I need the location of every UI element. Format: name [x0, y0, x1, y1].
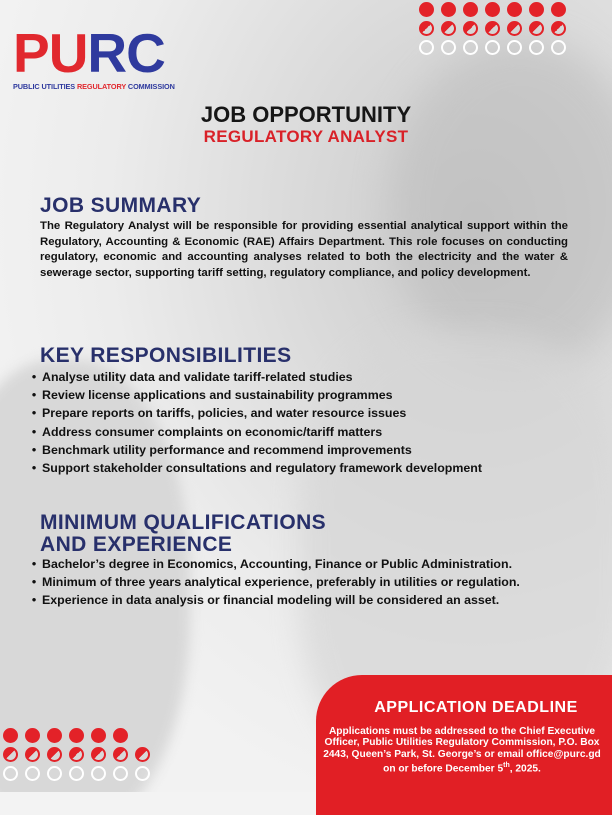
- decor-dot: [47, 747, 62, 762]
- logo-subtitle: [13, 82, 175, 91]
- purc-logo: [13, 22, 175, 91]
- decor-dot: [441, 21, 456, 36]
- decor-dot: [419, 2, 434, 17]
- logo-letter-p: P: [13, 22, 49, 84]
- list-item: • Bachelor’s degree in Economics, Accounting, Finance or Public Administration.: [28, 555, 520, 573]
- qualifications-heading-line1: MINIMUM QUALIFICATIONS: [40, 511, 327, 534]
- summary-text: The Regulatory Analyst will be responsible for providing essential analytical support within the Regulatory, Accounting & Economic (RAE) Affairs Department. This role focuses on conducting regulatory, economic and accounting analyses related to both the electricity and the water & sewerage sector, supporting tariff setting, regulatory compliance, and policy development.: [40, 220, 568, 279]
- decor-dot: [441, 2, 456, 17]
- list-item: • Address consumer complaints on economic/tariff matters: [28, 423, 482, 441]
- deadline-text-end: , 2025.: [509, 763, 541, 775]
- decor-dot: [529, 40, 544, 55]
- deadline-text-sup: th: [503, 762, 510, 770]
- decor-dot: [463, 21, 478, 36]
- logo-subtitle-c: COMMISSION: [126, 82, 175, 91]
- decor-dot: [69, 766, 84, 781]
- decor-dot: [25, 728, 40, 743]
- qualifications-heading-line2: AND EXPERIENCE: [40, 533, 233, 556]
- summary-heading: JOB SUMMARY: [40, 194, 202, 217]
- deadline-text-main: Applications must be addressed to the Chief Executive Officer, Public Utilities Regulatory Commission, P.O. Box 2443, Queen’s Park, St. George’s or email office@purc.gd on or before December 5: [323, 726, 601, 775]
- decor-dot: [25, 766, 40, 781]
- logo-letters-rc: RC: [87, 22, 165, 84]
- dot-pattern-top: [419, 2, 567, 55]
- logo-subtitle-a: PUBLIC UTILITIES: [13, 82, 77, 91]
- background-figure-face: [390, 40, 612, 370]
- logo-mark: [13, 22, 165, 84]
- decor-dot: [135, 766, 150, 781]
- list-item: • Analyse utility data and validate tariff-related studies: [28, 368, 482, 386]
- decor-dot: [3, 747, 18, 762]
- decor-dot: [551, 2, 566, 17]
- decor-dot: [507, 2, 522, 17]
- decor-dot: [113, 766, 128, 781]
- decor-dot: [529, 2, 544, 17]
- decor-dot: [441, 40, 456, 55]
- list-item: • Experience in data analysis or financial modeling will be considered an asset.: [28, 591, 520, 609]
- list-item: • Minimum of three years analytical experience, preferably in utilities or regulation.: [28, 573, 520, 591]
- decor-dot: [91, 728, 106, 743]
- decor-dot: [3, 766, 18, 781]
- job-title: REGULATORY ANALYST: [203, 127, 409, 146]
- decor-dot: [485, 21, 500, 36]
- deadline-title: APPLICATION DEADLINE: [374, 699, 578, 716]
- decor-dot: [91, 766, 106, 781]
- decor-dot: [507, 40, 522, 55]
- decor-dot: [419, 21, 434, 36]
- decor-dot: [91, 747, 106, 762]
- list-item: • Benchmark utility performance and recommend improvements: [28, 441, 482, 459]
- deadline-text: [322, 726, 602, 775]
- decor-dot: [485, 2, 500, 17]
- decor-dot: [463, 40, 478, 55]
- responsibilities-heading: KEY RESPONSIBILITIES: [40, 344, 292, 367]
- dot-pattern-bottom: [3, 728, 151, 781]
- decor-dot: [507, 21, 522, 36]
- decor-dot: [69, 747, 84, 762]
- decor-dot: [551, 40, 566, 55]
- decor-dot: [485, 40, 500, 55]
- decor-dot: [113, 728, 128, 743]
- decor-dot: [47, 728, 62, 743]
- decor-dot: [3, 728, 18, 743]
- qualifications-list: [28, 555, 520, 610]
- decor-dot: [529, 21, 544, 36]
- decor-dot: [551, 21, 566, 36]
- list-item: • Review license applications and sustainability programmes: [28, 386, 482, 404]
- decor-dot: [135, 747, 150, 762]
- decor-dot: [419, 40, 434, 55]
- decor-dot: [69, 728, 84, 743]
- deadline-panel: [316, 675, 612, 815]
- decor-dot: [25, 747, 40, 762]
- logo-letter-u: U: [48, 22, 88, 84]
- list-item: • Support stakeholder consultations and regulatory framework development: [28, 459, 482, 477]
- list-item: • Prepare reports on tariffs, policies, and water resource issues: [28, 404, 482, 422]
- logo-subtitle-b: REGULATORY: [76, 82, 126, 91]
- responsibilities-list: [28, 368, 482, 477]
- decor-dot: [47, 766, 62, 781]
- decor-dot: [113, 747, 128, 762]
- decor-dot: [463, 2, 478, 17]
- qualifications-heading: [40, 512, 326, 556]
- page-title: JOB OPPORTUNITY: [200, 102, 412, 127]
